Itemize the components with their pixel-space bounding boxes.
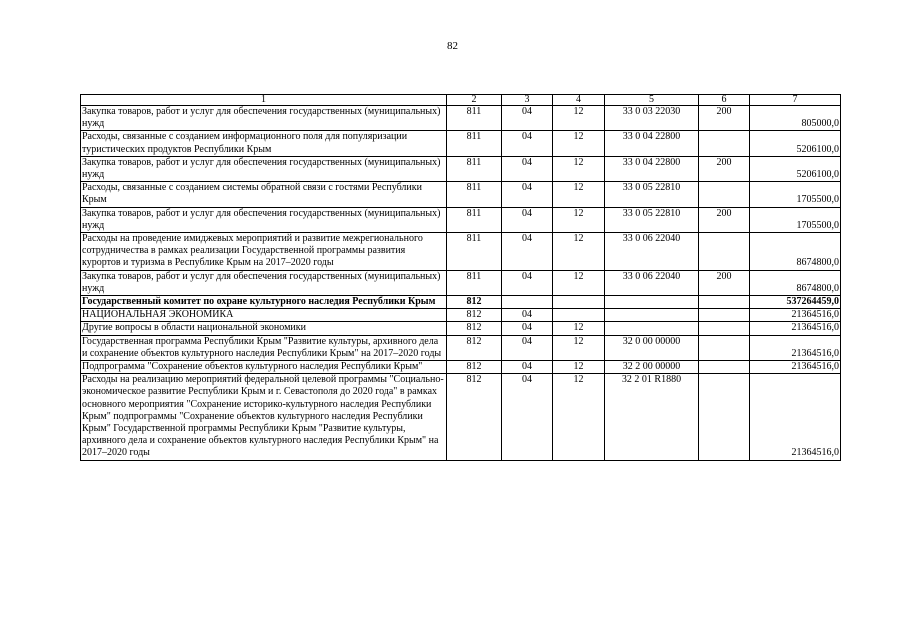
table-header-row: [81, 95, 841, 106]
row-code-cell: 811: [447, 233, 502, 271]
row-amount-cell: 537264459,0: [750, 296, 841, 309]
row-subsection-cell: 12: [553, 270, 605, 295]
row-type-cell: [699, 322, 750, 335]
row-amount-cell: 805000,0: [750, 106, 841, 131]
row-code-cell: 811: [447, 207, 502, 232]
column-header: 2: [447, 95, 502, 106]
row-target-cell: 33 0 05 22810: [605, 207, 699, 232]
row-amount-cell: 21364516,0: [750, 335, 841, 360]
row-subsection-cell: 12: [553, 156, 605, 181]
row-target-cell: [605, 309, 699, 322]
row-name-cell: НАЦИОНАЛЬНАЯ ЭКОНОМИКА: [81, 309, 447, 322]
row-section-cell: 04: [502, 322, 553, 335]
table-row: [81, 106, 841, 131]
table-row: [81, 270, 841, 295]
column-header: 3: [502, 95, 553, 106]
row-target-cell: 33 0 04 22800: [605, 156, 699, 181]
row-name-cell: Закупка товаров, работ и услуг для обеспечения государственных (муниципальных) нужд: [81, 207, 447, 232]
row-section-cell: 04: [502, 309, 553, 322]
row-type-cell: 200: [699, 207, 750, 232]
row-code-cell: 812: [447, 361, 502, 374]
row-amount-cell: 21364516,0: [750, 322, 841, 335]
row-section-cell: 04: [502, 106, 553, 131]
row-amount-cell: 8674800,0: [750, 270, 841, 295]
row-type-cell: [699, 309, 750, 322]
row-name-cell: Государственная программа Республики Крым "Развитие культуры, архивного дела и сохранение объектов культурного наследия Республики Крым" на 2017–2020 годы: [81, 335, 447, 360]
row-amount-cell: 21364516,0: [750, 361, 841, 374]
row-target-cell: 33 0 06 22040: [605, 233, 699, 271]
row-target-cell: 33 0 05 22810: [605, 182, 699, 207]
page-number: 82: [447, 40, 458, 52]
column-header: 7: [750, 95, 841, 106]
row-amount-cell: 5206100,0: [750, 156, 841, 181]
row-amount-cell: 5206100,0: [750, 131, 841, 156]
row-name-cell: Закупка товаров, работ и услуг для обеспечения государственных (муниципальных) нужд: [81, 106, 447, 131]
row-name-cell: Другие вопросы в области национальной экономики: [81, 322, 447, 335]
row-target-cell: 33 0 03 22030: [605, 106, 699, 131]
table-row: [81, 131, 841, 156]
row-subsection-cell: 12: [553, 207, 605, 232]
table-row: [81, 233, 841, 271]
row-type-cell: 200: [699, 106, 750, 131]
row-section-cell: 04: [502, 270, 553, 295]
row-type-cell: [699, 374, 750, 460]
row-subsection-cell: 12: [553, 182, 605, 207]
row-section-cell: 04: [502, 156, 553, 181]
row-subsection-cell: 12: [553, 106, 605, 131]
table-row: [81, 374, 841, 460]
column-header: 6: [699, 95, 750, 106]
row-amount-cell: 1705500,0: [750, 207, 841, 232]
row-code-cell: 811: [447, 106, 502, 131]
row-name-cell: Расходы на проведение имиджевых мероприятий и развитие межрегионального сотрудничества в рамках реализации Государственной программы развития курортов и туризма в Республике Крым на 2017–2020 годы: [81, 233, 447, 271]
row-type-cell: [699, 296, 750, 309]
column-header: 1: [81, 95, 447, 106]
table-row: [81, 207, 841, 232]
row-amount-cell: 8674800,0: [750, 233, 841, 271]
row-target-cell: [605, 296, 699, 309]
row-amount-cell: 21364516,0: [750, 374, 841, 460]
budget-table: [80, 94, 841, 461]
column-header: 5: [605, 95, 699, 106]
table-row: [81, 182, 841, 207]
row-code-cell: 811: [447, 131, 502, 156]
table-row: [81, 335, 841, 360]
row-target-cell: 32 2 01 R1880: [605, 374, 699, 460]
row-subsection-cell: 12: [553, 361, 605, 374]
table-row: [81, 309, 841, 322]
row-code-cell: 812: [447, 335, 502, 360]
row-name-cell: Государственный комитет по охране культурного наследия Республики Крым: [81, 296, 447, 309]
row-section-cell: 04: [502, 207, 553, 232]
row-subsection-cell: 12: [553, 335, 605, 360]
row-name-cell: Расходы на реализацию мероприятий федеральной целевой программы "Социально-экономическое развитие Республики Крым и г. Севастополя до 2020 года" в рамках основного мероприятия "Сохранение историко-культурного наследия Республики Крым" подпрограммы "Сохранение объектов культурного наследия Республики Крым" Государственной программы Республики Крым "Развитие культуры, архивного дела и сохранение объектов культурного наследия Республики Крым" на 2017–2020 годы: [81, 374, 447, 460]
row-type-cell: 200: [699, 156, 750, 181]
row-code-cell: 812: [447, 309, 502, 322]
row-subsection-cell: [553, 309, 605, 322]
column-header: 4: [553, 95, 605, 106]
row-amount-cell: 1705500,0: [750, 182, 841, 207]
row-type-cell: [699, 233, 750, 271]
row-code-cell: 812: [447, 322, 502, 335]
row-target-cell: [605, 322, 699, 335]
table-row: [81, 156, 841, 181]
row-name-cell: Расходы, связанные с созданием системы обратной связи с гостями Республики Крым: [81, 182, 447, 207]
row-name-cell: Расходы, связанные с созданием информационного поля для популяризации туристических продуктов Республики Крым: [81, 131, 447, 156]
table-row: [81, 322, 841, 335]
row-code-cell: 812: [447, 374, 502, 460]
row-name-cell: Подпрограмма "Сохранение объектов культурного наследия Республики Крым": [81, 361, 447, 374]
row-type-cell: [699, 361, 750, 374]
row-section-cell: 04: [502, 361, 553, 374]
row-section-cell: 04: [502, 374, 553, 460]
row-section-cell: [502, 296, 553, 309]
table-row: [81, 361, 841, 374]
table-row: [81, 296, 841, 309]
row-section-cell: 04: [502, 182, 553, 207]
row-type-cell: [699, 131, 750, 156]
row-code-cell: 811: [447, 270, 502, 295]
row-subsection-cell: 12: [553, 233, 605, 271]
row-target-cell: 33 0 04 22800: [605, 131, 699, 156]
row-section-cell: 04: [502, 131, 553, 156]
row-name-cell: Закупка товаров, работ и услуг для обеспечения государственных (муниципальных) нужд: [81, 156, 447, 181]
row-section-cell: 04: [502, 233, 553, 271]
row-target-cell: 33 0 06 22040: [605, 270, 699, 295]
row-subsection-cell: 12: [553, 131, 605, 156]
row-type-cell: [699, 182, 750, 207]
row-code-cell: 812: [447, 296, 502, 309]
row-subsection-cell: 12: [553, 374, 605, 460]
row-amount-cell: 21364516,0: [750, 309, 841, 322]
row-code-cell: 811: [447, 156, 502, 181]
row-target-cell: 32 0 00 00000: [605, 335, 699, 360]
row-type-cell: [699, 335, 750, 360]
row-subsection-cell: [553, 296, 605, 309]
row-section-cell: 04: [502, 335, 553, 360]
row-name-cell: Закупка товаров, работ и услуг для обеспечения государственных (муниципальных) нужд: [81, 270, 447, 295]
row-subsection-cell: 12: [553, 322, 605, 335]
row-target-cell: 32 2 00 00000: [605, 361, 699, 374]
row-code-cell: 811: [447, 182, 502, 207]
row-type-cell: 200: [699, 270, 750, 295]
